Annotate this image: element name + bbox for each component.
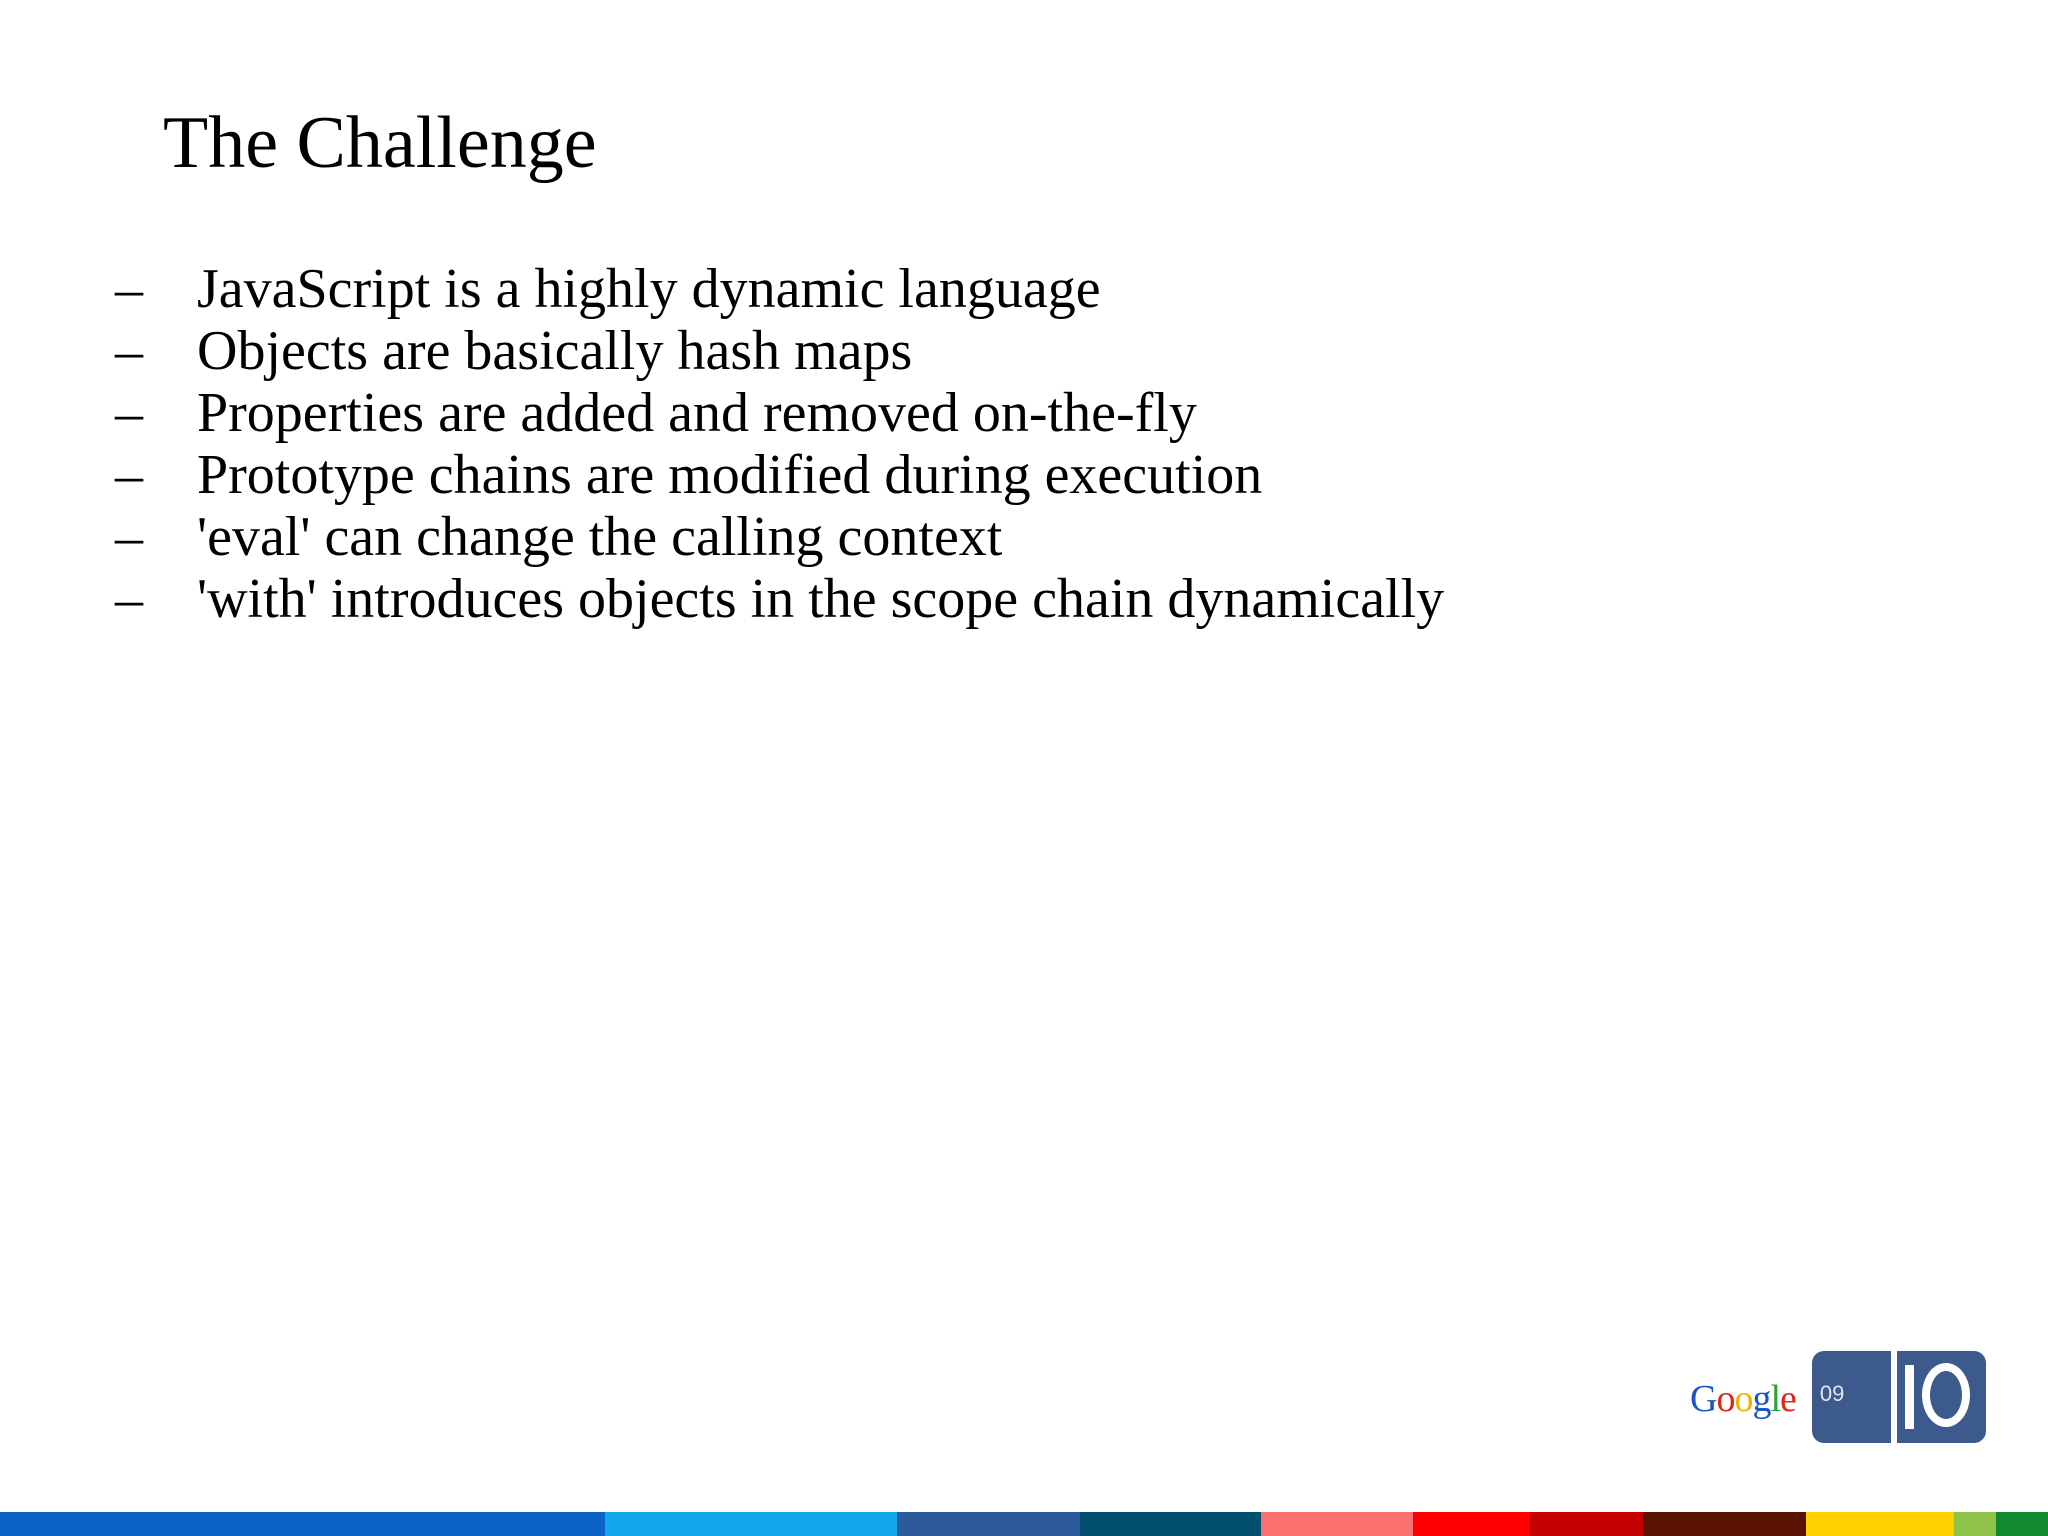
- bullet-dash: –: [115, 444, 143, 506]
- bullet-text: JavaScript is a highly dynamic language: [197, 258, 1101, 320]
- color-segment: [605, 1512, 897, 1536]
- io-letter-i: [1905, 1365, 1914, 1429]
- badge-separator: [1891, 1351, 1897, 1443]
- bullet-item: [115, 444, 1444, 506]
- bullet-dash: –: [115, 382, 143, 444]
- bullet-text: 'eval' can change the calling context: [197, 506, 1003, 568]
- bullet-item: [115, 320, 1444, 382]
- io-letter-o: [1922, 1363, 1970, 1427]
- color-segment: [1080, 1512, 1261, 1536]
- color-segment: [1530, 1512, 1643, 1536]
- color-segment: [1996, 1512, 2048, 1536]
- bullet-text: 'with' introduces objects in the scope chain dynamically: [197, 568, 1445, 630]
- color-segment: [1806, 1512, 1954, 1536]
- event-logo: [1690, 1350, 1986, 1444]
- footer-color-bar: [0, 1512, 2048, 1536]
- event-year: 09: [1819, 1381, 1845, 1406]
- bullet-item: [115, 506, 1444, 568]
- google-logo: Google: [1690, 1378, 1796, 1420]
- bullet-text: Prototype chains are modified during execution: [197, 444, 1263, 506]
- bullet-list: [115, 258, 1444, 630]
- color-segment: [1413, 1512, 1530, 1536]
- bullet-item: [115, 568, 1444, 630]
- color-segment: [1954, 1512, 1996, 1536]
- bullet-dash: –: [115, 568, 143, 630]
- bullet-dash: –: [115, 506, 143, 568]
- color-segment: [897, 1512, 1080, 1536]
- bullet-dash: –: [115, 320, 143, 382]
- bullet-item: [115, 382, 1444, 444]
- color-segment: [0, 1512, 605, 1536]
- slide-title: The Challenge: [163, 102, 597, 184]
- color-segment: [1643, 1512, 1806, 1536]
- bullet-item: [115, 258, 1444, 320]
- bullet-dash: –: [115, 258, 143, 320]
- color-segment: [1261, 1512, 1413, 1536]
- io-badge: [1812, 1351, 1986, 1443]
- bullet-text: Properties are added and removed on-the-fly: [197, 382, 1197, 444]
- bullet-text: Objects are basically hash maps: [197, 320, 913, 382]
